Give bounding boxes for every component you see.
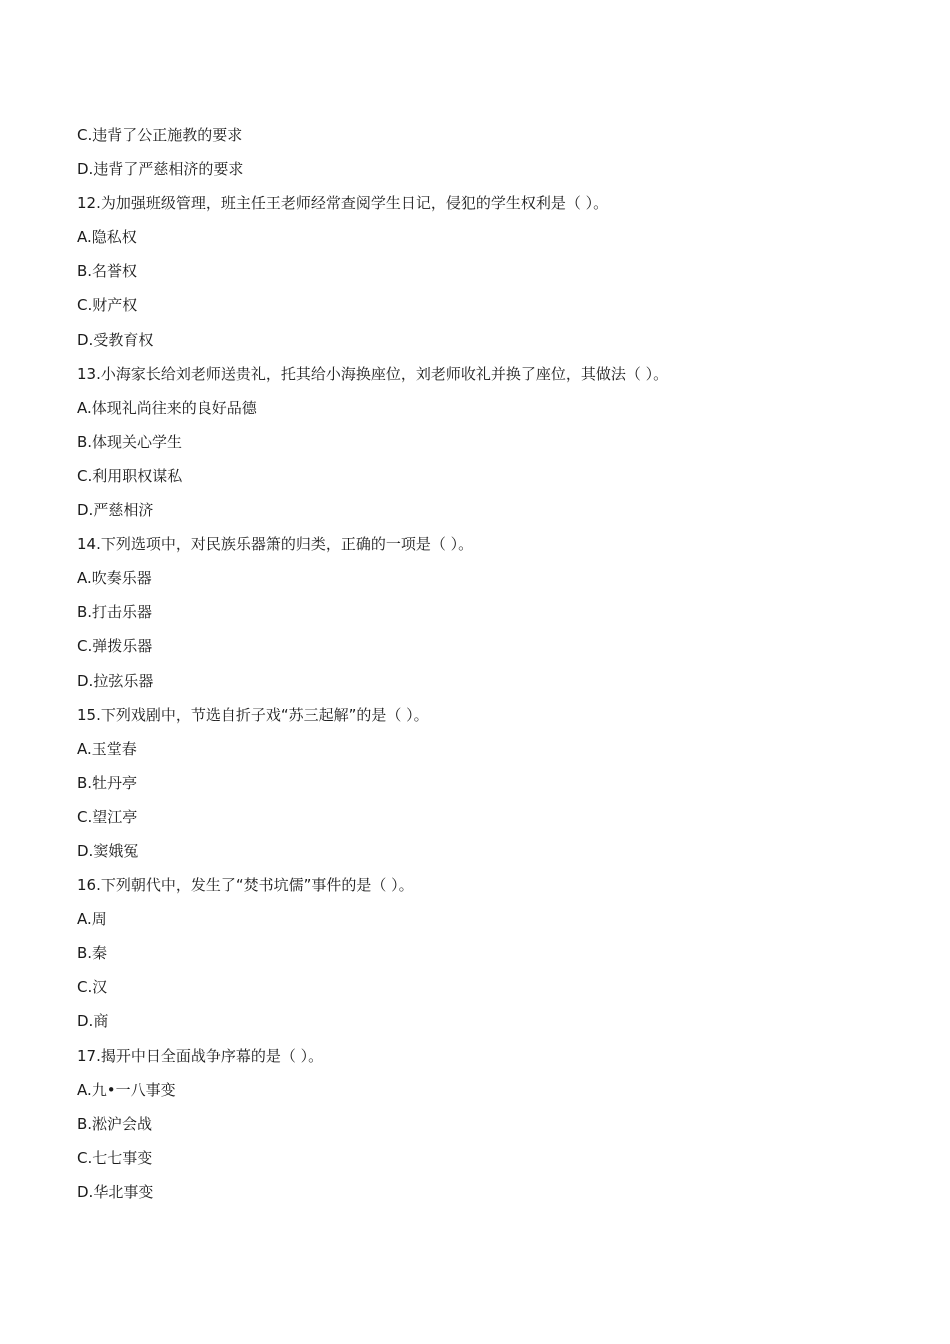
q17-option-d: D.华北事变 bbox=[77, 1182, 154, 1201]
question-15: 15.下列戏剧中，节选自折子戏“苏三起解”的是（ ）。 bbox=[77, 705, 429, 724]
question-16: 16.下列朝代中，发生了“焚书坑儒”事件的是（ ）。 bbox=[77, 876, 414, 895]
question-14: 14.下列选项中，对民族乐器箫的归类，正确的一项是（ ）。 bbox=[77, 535, 474, 554]
q17-option-c: C.七七事变 bbox=[77, 1148, 153, 1167]
q14-option-d: D.拉弦乐器 bbox=[77, 671, 154, 690]
q15-option-b: B.牡丹亭 bbox=[77, 773, 138, 792]
q15-option-d: D.窦娥冤 bbox=[77, 841, 139, 860]
option-c-text: C.违背了公正施教的要求 bbox=[77, 126, 243, 144]
q12-option-b: B.名誉权 bbox=[77, 262, 138, 281]
q12-option-d: D.受教育权 bbox=[77, 330, 154, 349]
q13-option-c: C.利用职权谋私 bbox=[77, 466, 183, 485]
q13-option-d: D.严慈相济 bbox=[77, 501, 154, 520]
q12-option-a: A.隐私权 bbox=[77, 228, 137, 247]
q15-option-a: A.玉堂春 bbox=[77, 739, 137, 758]
q16-option-a: A.周 bbox=[77, 910, 107, 929]
q16-option-c: C.汉 bbox=[77, 978, 108, 997]
q14-option-a: A.吹奏乐器 bbox=[77, 569, 152, 588]
q13-option-a: A.体现礼尚往来的良好品德 bbox=[77, 398, 257, 417]
question-17: 17.揭开中日全面战争序幕的是（ ）。 bbox=[77, 1046, 324, 1065]
question-12: 12.为加强班级管理，班主任王老师经常查阅学生日记，侵犯的学生权利是（ ）。 bbox=[77, 194, 609, 213]
q17-option-a: A.九•一八事变 bbox=[77, 1080, 176, 1099]
q13-option-b: B.体现关心学生 bbox=[77, 432, 183, 451]
option-d-text: D.违背了严慈相济的要求 bbox=[77, 160, 244, 179]
q16-option-d: D.商 bbox=[77, 1012, 109, 1031]
q12-option-c: C.财产权 bbox=[77, 296, 138, 315]
q15-option-c: C.望江亭 bbox=[77, 807, 138, 826]
q16-option-b: B.秦 bbox=[77, 944, 108, 963]
q17-option-b: B.淞沪会战 bbox=[77, 1114, 153, 1133]
q14-option-c: C.弹拨乐器 bbox=[77, 637, 153, 656]
q14-option-b: B.打击乐器 bbox=[77, 603, 153, 622]
question-list bbox=[77, 122, 877, 1213]
question-13: 13.小海家长给刘老师送贵礼，托其给小海换座位，刘老师收礼并换了座位，其做法（ ）。 bbox=[77, 364, 669, 383]
